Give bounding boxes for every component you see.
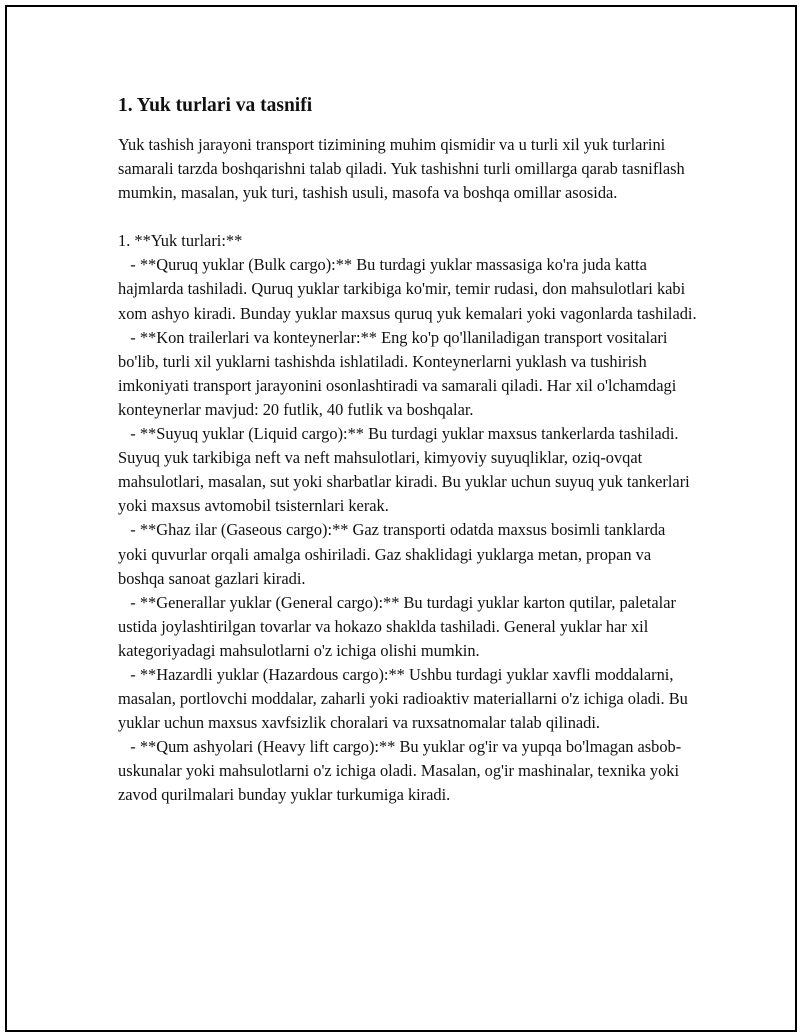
list-item-bulk-cargo: - **Quruq yuklar (Bulk cargo):** Bu turdagi yuklar massasiga ko'ra juda katta hajmlarda tashiladi. Quruq yuklar tarkibiga ko'mir, temir rudasi, don mahsulotlari kabi xom ashyo kiradi. Bunday yuklar maxsus quruq yuk kemalari yoki vagonlarda tashiladi. (118, 255, 697, 323)
list-item-liquid-cargo: - **Suyuq yuklar (Liquid cargo):** Bu turdagi yuklar maxsus tankerlarda tashiladi. Suyuq yuk tarkibiga neft va neft mahsulotlari, kimyoviy suyuqliklar, oziq-ovqat mahsulotlari, masalan, sut yoki sharbatlar kiradi. Bu yuklar uchun suyuq yuk tankerlari yoki maxsus avtomobil tsisternlari kerak. (118, 424, 690, 516)
document-body (118, 94, 698, 808)
list-item-hazardous-cargo: - **Hazardli yuklar (Hazardous cargo):** Ushbu turdagi yuklar xavfli moddalarni, masalan, portlovchi moddalar, zaharli yoki radioaktiv materiallarni o'z ichiga oladi. Bu yuklar uchun maxsus xavfsizlik choralari va ruxsatnomalar talab qilinadi. (118, 664, 688, 733)
list-item-general-cargo: - **Generallar yuklar (General cargo):** Bu turdagi yuklar karton qutilar, paletalar ustida joylashtirilgan tovarlar va hokazo shaklda tashiladi. General yuklar har xil kategoriyadagi mahsulotlarni o'z ichiga olishi mumkin. (118, 592, 676, 660)
intro-paragraph: Yuk tashish jarayoni transport tizimining muhim qismidir va u turli xil yuk turlarini samarali tarzda boshqarishni talab qiladi. Yuk tashishni turli omillarga qarab tasniflash mumkin, masalan, yuk turi, tashish usuli, masofa va boshqa omillar asosida. (118, 135, 685, 203)
list-item-heavy-lift-cargo: - **Qum ashyolari (Heavy lift cargo):** Bu yuklar og'ir va yupqa bo'lmagan asbob-uskunalar yoki mahsulotlarni o'z ichiga oladi. Masalan, og'ir mashinalar, texnika yoki zavod qurilmalari bunday yuklar turkumiga kiradi. (118, 737, 682, 805)
list-item-gaseous-cargo: - **Ghaz ilar (Gaseous cargo):** Gaz transporti odatda maxsus bosimli tanklarda yoki quvurlar orqali amalga oshiriladi. Gaz shaklidagi yuklarga metan, propan va boshqa sanoat gazlari kiradi. (118, 520, 666, 588)
section-heading: 1. Yuk turlari va tasnifi (118, 95, 313, 116)
list-item-containers: - **Kon trailerlari va konteynerlar:** Eng ko'p qo'llaniladigan transport vositalari bo'lib, turli xil yuklarni tashishda ishlatiladi. Konteynerlarni yuklash va tushirish imkoniyati transport jarayonini osonlashtiradi va samarali qiladi. Har xil o'lchamdagi konteynerlar mavjud: 20 futlik, 40 futlik va boshqalar. (118, 327, 677, 419)
list-heading: 1. **Yuk turlari:** (118, 231, 243, 251)
